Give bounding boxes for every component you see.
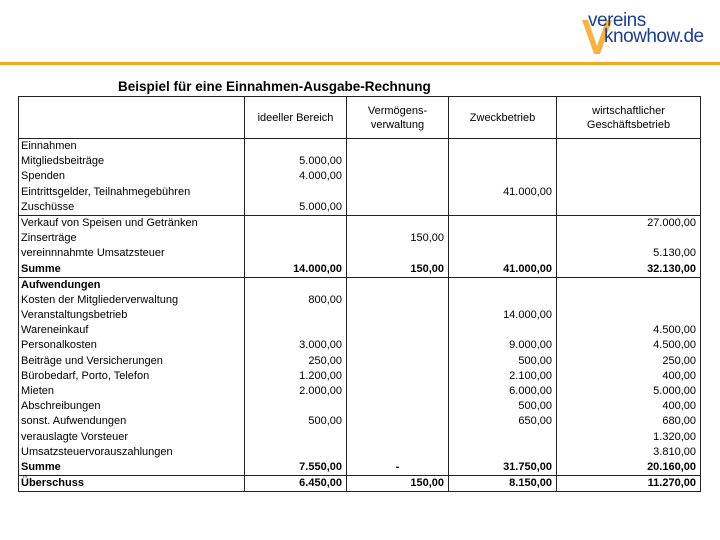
sum-value: 31.750,00: [503, 460, 552, 473]
cell-value: 3.000,00: [299, 339, 342, 352]
cell-value: [245, 323, 342, 338]
cell-value: [347, 430, 448, 445]
cell-value: 500,00: [518, 400, 552, 413]
income-wirt-2: [557, 215, 701, 277]
income-block-2: [19, 215, 701, 277]
cell-value: [245, 216, 342, 231]
cell-value: [347, 185, 444, 200]
expense-wirt: [557, 277, 701, 475]
income-verm-2: [347, 215, 449, 277]
expense-label: Abschreibungen: [21, 400, 101, 413]
cell-value: 4.500,00: [653, 339, 696, 352]
cell-value: 41.000,00: [503, 185, 552, 198]
income-label: vereinnnahmte Umsatzsteuer: [21, 247, 165, 260]
cell-value: 400,00: [662, 369, 696, 382]
header-wirt-text: wirtschaftlicher Geschäftsbetrieb: [586, 104, 671, 131]
cell-value: [347, 354, 448, 369]
header-ideell: ideeller Bereich: [245, 97, 347, 139]
cell-value: 3.810,00: [653, 445, 696, 458]
cell-value: [347, 216, 444, 231]
cell-value: 5.130,00: [653, 247, 696, 260]
expense-label: Bürobedarf, Porto, Telefon: [21, 369, 150, 382]
cell-value: [347, 169, 444, 184]
income-wirt-1: [557, 139, 701, 216]
cell-value: [557, 308, 696, 323]
cell-value: 4.000,00: [299, 170, 342, 183]
income-label: Verkauf von Speisen und Getränken: [21, 216, 198, 229]
cell-value: [245, 185, 342, 200]
cell-value: 400,00: [662, 400, 696, 413]
expense-label: verauslagte Vorsteuer: [21, 430, 129, 443]
cell-value: [245, 231, 342, 246]
cell-value: [347, 414, 448, 429]
surplus-label: Überschuss: [19, 476, 245, 492]
expense-sum-label: Summe: [21, 460, 61, 473]
cell-value: [347, 338, 448, 353]
sum-value: 32.130,00: [647, 262, 696, 275]
cell-value: 500,00: [518, 354, 552, 367]
cell-value: [449, 231, 552, 246]
income-labels-1: [19, 139, 245, 216]
cell-value: 5.000,00: [653, 385, 696, 397]
cell-value: [347, 154, 444, 169]
income-heading: Einnahmen: [21, 140, 77, 152]
cell-value: [347, 445, 448, 460]
cell-value: [557, 169, 696, 184]
cell-value: [245, 246, 342, 261]
sum-value: 150,00: [410, 262, 444, 275]
sum-value: 41.000,00: [503, 262, 552, 275]
header-rule: [0, 62, 720, 65]
cell-value: [245, 399, 342, 414]
cell-value: 250,00: [308, 354, 342, 367]
sum-value: 7.550,00: [299, 460, 342, 473]
cell-value: [449, 445, 552, 460]
cell-value: [347, 384, 448, 399]
logo-text-knowhow: knowhow.de: [604, 26, 704, 47]
cell-value: 650,00: [518, 415, 552, 428]
expense-block: [19, 277, 701, 475]
income-sum-label: Summe: [21, 262, 61, 275]
income-zweck-2: [449, 215, 557, 277]
cell-value: 800,00: [308, 293, 342, 306]
logo-text-vereins: vereins: [588, 10, 646, 31]
cell-value: 250,00: [662, 354, 696, 367]
income-label: Zuschüsse: [21, 200, 75, 213]
cell-value: [245, 308, 342, 323]
income-label: Spenden: [21, 170, 66, 183]
expense-heading: Aufwendungen: [21, 278, 101, 291]
income-zweck-1: [449, 139, 557, 216]
cell-value: [347, 246, 444, 261]
header-zweckbetrieb: Zweckbetrieb: [449, 97, 557, 139]
cell-value: [245, 430, 342, 445]
cell-value: [347, 399, 448, 414]
surplus-ideell: 6.450,00: [245, 476, 347, 492]
cell-value: [347, 200, 444, 215]
income-ideell-2: [245, 215, 347, 277]
surplus-row: [19, 476, 701, 492]
cell-value: [449, 169, 552, 184]
income-ideell-1: [245, 139, 347, 216]
page-title: Beispiel für eine Einnahmen-Ausgabe-Rechnung: [118, 79, 431, 94]
cell-value: 2.000,00: [299, 385, 342, 397]
cell-value: 1.320,00: [653, 430, 696, 443]
cell-value: [449, 293, 552, 308]
cell-value: [557, 200, 696, 215]
cell-value: 9.000,00: [509, 339, 552, 352]
expense-label: Veranstaltungsbetrieb: [21, 309, 128, 322]
expense-verm: [347, 277, 449, 475]
expense-ideell: [245, 277, 347, 475]
cell-value: [557, 231, 696, 246]
cell-value: [347, 293, 448, 308]
sum-value: -: [395, 460, 400, 473]
expense-label: Mieten: [21, 385, 55, 397]
header-vermoegensverwaltung: [347, 97, 449, 139]
header-wirtschaftlicher-geschaeftsbetrieb: [557, 97, 701, 139]
cell-value: [449, 200, 552, 215]
cell-value: 27.000,00: [647, 216, 696, 229]
cell-value: [347, 369, 448, 384]
cell-value: [449, 154, 552, 169]
cell-value: [449, 430, 552, 445]
cell-value: 1.200,00: [299, 369, 342, 382]
cell-value: 4.500,00: [653, 324, 696, 337]
surplus-wirt: 11.270,00: [557, 476, 701, 492]
income-label: Mitgliedsbeiträge: [21, 155, 105, 168]
sum-value: 14.000,00: [293, 262, 342, 275]
cell-value: [347, 323, 448, 338]
cell-value: 14.000,00: [503, 309, 552, 322]
cell-value: [557, 185, 696, 200]
income-label: Eintrittsgelder, Teilnahmegebühren: [21, 185, 191, 198]
header-empty: [19, 97, 245, 139]
cell-value: 680,00: [662, 415, 696, 428]
cell-value: 150,00: [410, 232, 444, 245]
cell-value: [449, 323, 552, 338]
income-labels-2: [19, 215, 245, 277]
cell-value: 2.100,00: [509, 369, 552, 382]
expense-labels: [19, 277, 245, 475]
cell-value: 500,00: [308, 415, 342, 428]
surplus-zweck: 8.150,00: [449, 476, 557, 492]
income-expense-table: [18, 96, 701, 492]
income-verm-1: [347, 139, 449, 216]
expense-label: sonst. Aufwendungen: [21, 415, 127, 428]
income-block-1: [19, 139, 701, 216]
expense-label: Umsatzsteuervorauszahlungen: [21, 445, 173, 458]
cell-value: 6.000,00: [509, 385, 552, 397]
cell-value: 5.000,00: [299, 200, 342, 213]
expense-label: Kosten der Mitgliederverwaltung: [21, 293, 179, 306]
cell-value: 5.000,00: [299, 155, 342, 168]
cell-value: [449, 246, 552, 261]
brand-logo: [578, 10, 704, 54]
header-vermoegensverwaltung-text: Vermögens-verwaltung: [367, 104, 428, 131]
income-label: Zinserträge: [21, 232, 77, 245]
cell-value: [347, 308, 448, 323]
surplus-verm: 150,00: [347, 476, 449, 492]
expense-label: Personalkosten: [21, 339, 97, 352]
cell-value: [557, 154, 696, 169]
expense-zweck: [449, 277, 557, 475]
expense-label: Wareneinkauf: [21, 324, 89, 337]
cell-value: [557, 293, 696, 308]
expense-label: Beiträge und Versicherungen: [21, 354, 163, 367]
cell-value: [449, 216, 552, 231]
cell-value: [245, 445, 342, 460]
sum-value: 20.160,00: [647, 460, 696, 473]
